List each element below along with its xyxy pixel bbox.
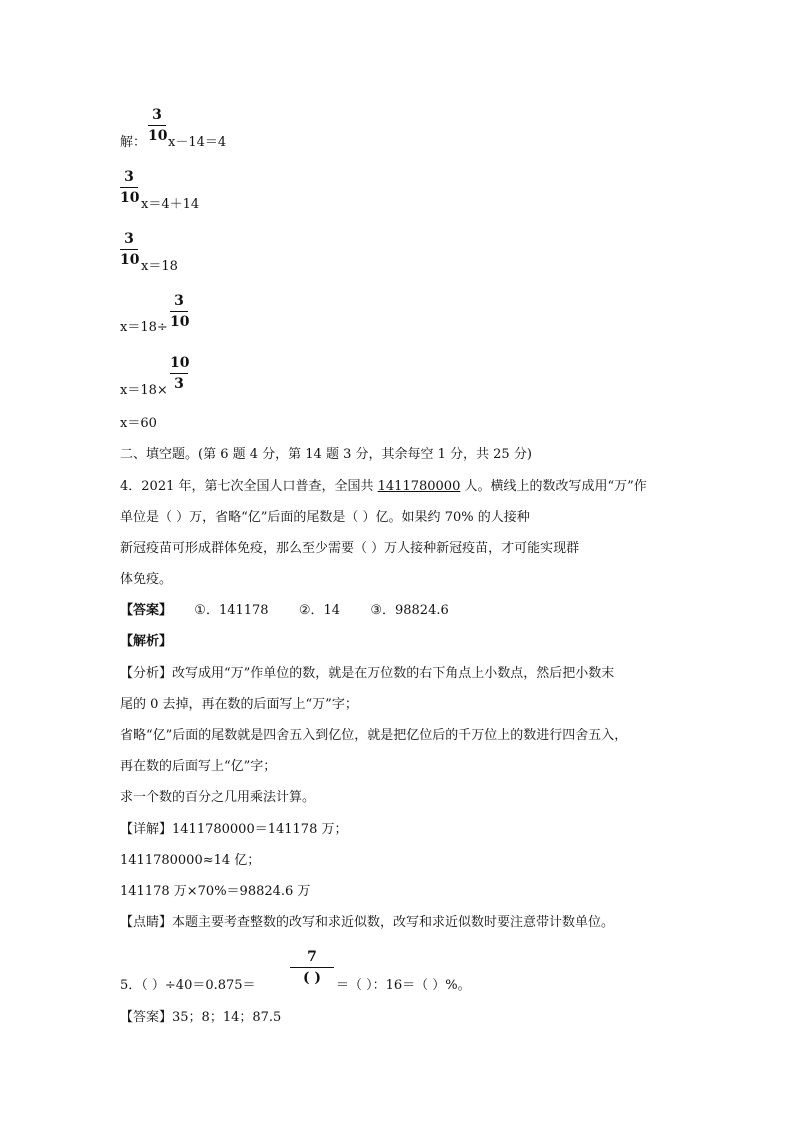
fraction-3-10 [170, 294, 188, 330]
numerator: 7 [307, 949, 317, 965]
fraction-10-3 [170, 356, 188, 392]
analysis-label: 【解析】 [120, 634, 173, 649]
q4-line-2: 单位是（ ）万，省略“亿”后面的尾数是（ ）亿。如果约 70% 的人接种 [120, 510, 530, 525]
underlined-number: 1411780000 [377, 479, 461, 494]
q4-line-1 [120, 479, 647, 495]
analysis-line-3: 省略“亿”后面的尾数就是四舍五入到亿位，就是把亿位后的千万位上的数进行四舍五入， [120, 728, 628, 743]
fraction-7-blank [290, 950, 334, 986]
fraction-bar [120, 249, 138, 250]
solution-prefix: 解： [120, 135, 147, 150]
q5-text-a: 5．（ ）÷40＝0.875＝ [120, 978, 256, 993]
equation-text: x＝18× [120, 383, 168, 398]
numerator: 3 [174, 293, 184, 309]
numerator: 10 [170, 355, 190, 371]
equation-text: x＝18÷ [120, 320, 168, 335]
numerator: 3 [124, 169, 134, 185]
answer-2: ②．14 [298, 603, 341, 618]
analysis-line-5: 求一个数的百分之几用乘法计算。 [120, 790, 316, 805]
q4-answer [120, 603, 449, 619]
fraction-bar [290, 967, 334, 968]
fraction-3-10 [120, 232, 138, 268]
numerator: 3 [124, 231, 134, 247]
analysis-line-1: 【分析】改写成用“万”作单位的数，就是在万位数的右下角点上小数点，然后把小数末 [120, 666, 615, 681]
analysis-line-2: 尾的 0 去掉，再在数的后面写上“万”字； [120, 697, 358, 712]
fraction-3-10 [120, 170, 138, 206]
q4-line-3: 新冠疫苗可形成群体免疫，那么至少需要（ ）万人接种新冠疫苗，才可能实现群 [120, 541, 580, 556]
equation-text: x－14＝4 [168, 135, 227, 150]
q5-answer: 【答案】35；8；14；87.5 [120, 1010, 282, 1025]
answer-1: ①．141178 [194, 603, 269, 618]
analysis-line-4: 再在数的后面写上“亿”字； [120, 759, 277, 774]
fraction-bar [170, 311, 188, 312]
fraction-bar [148, 125, 166, 126]
answer-3: ③．98824.6 [370, 603, 449, 618]
section-heading: 二、填空题。(第 6 题 4 分，第 14 题 3 分，其余每空 1 分，共 25 分) [120, 447, 532, 462]
detail-line-2: 1411780000≈14 亿； [120, 853, 261, 868]
numerator: 3 [152, 107, 162, 123]
answer-label: 【答案】 [120, 603, 173, 618]
equation-text: x＝4＋14 [141, 197, 200, 212]
denominator: 10 [170, 314, 190, 330]
denominator: 3 [174, 376, 184, 392]
q4-text-a: 4．2021 年，第七次全国人口普查，全国共 [120, 479, 378, 494]
detail-line-1: 【详解】1411780000＝141178 万； [120, 822, 348, 837]
q4-text-b: 人。横线上的数改写成用“万”作 [460, 479, 647, 494]
comment-line: 【点睛】本题主要考查整数的改写和求近似数，改写和求近似数时要注意带计数单位。 [120, 915, 615, 930]
fraction-bar [120, 187, 138, 188]
equation-text: x＝18 [141, 259, 178, 274]
detail-line-3: 141178 万×70%＝98824.6 万 [120, 884, 311, 899]
q5-text-b: ＝（ ）：16＝（ ）%。 [336, 978, 471, 993]
solution-result: x＝60 [120, 416, 157, 431]
denominator: 10 [148, 128, 168, 144]
denominator: ( ) [302, 970, 322, 986]
denominator: 10 [120, 190, 140, 206]
fraction-bar [170, 373, 188, 374]
denominator: 10 [120, 252, 140, 268]
q4-line-4: 体免疫。 [120, 572, 173, 587]
fraction-3-10 [148, 108, 166, 144]
